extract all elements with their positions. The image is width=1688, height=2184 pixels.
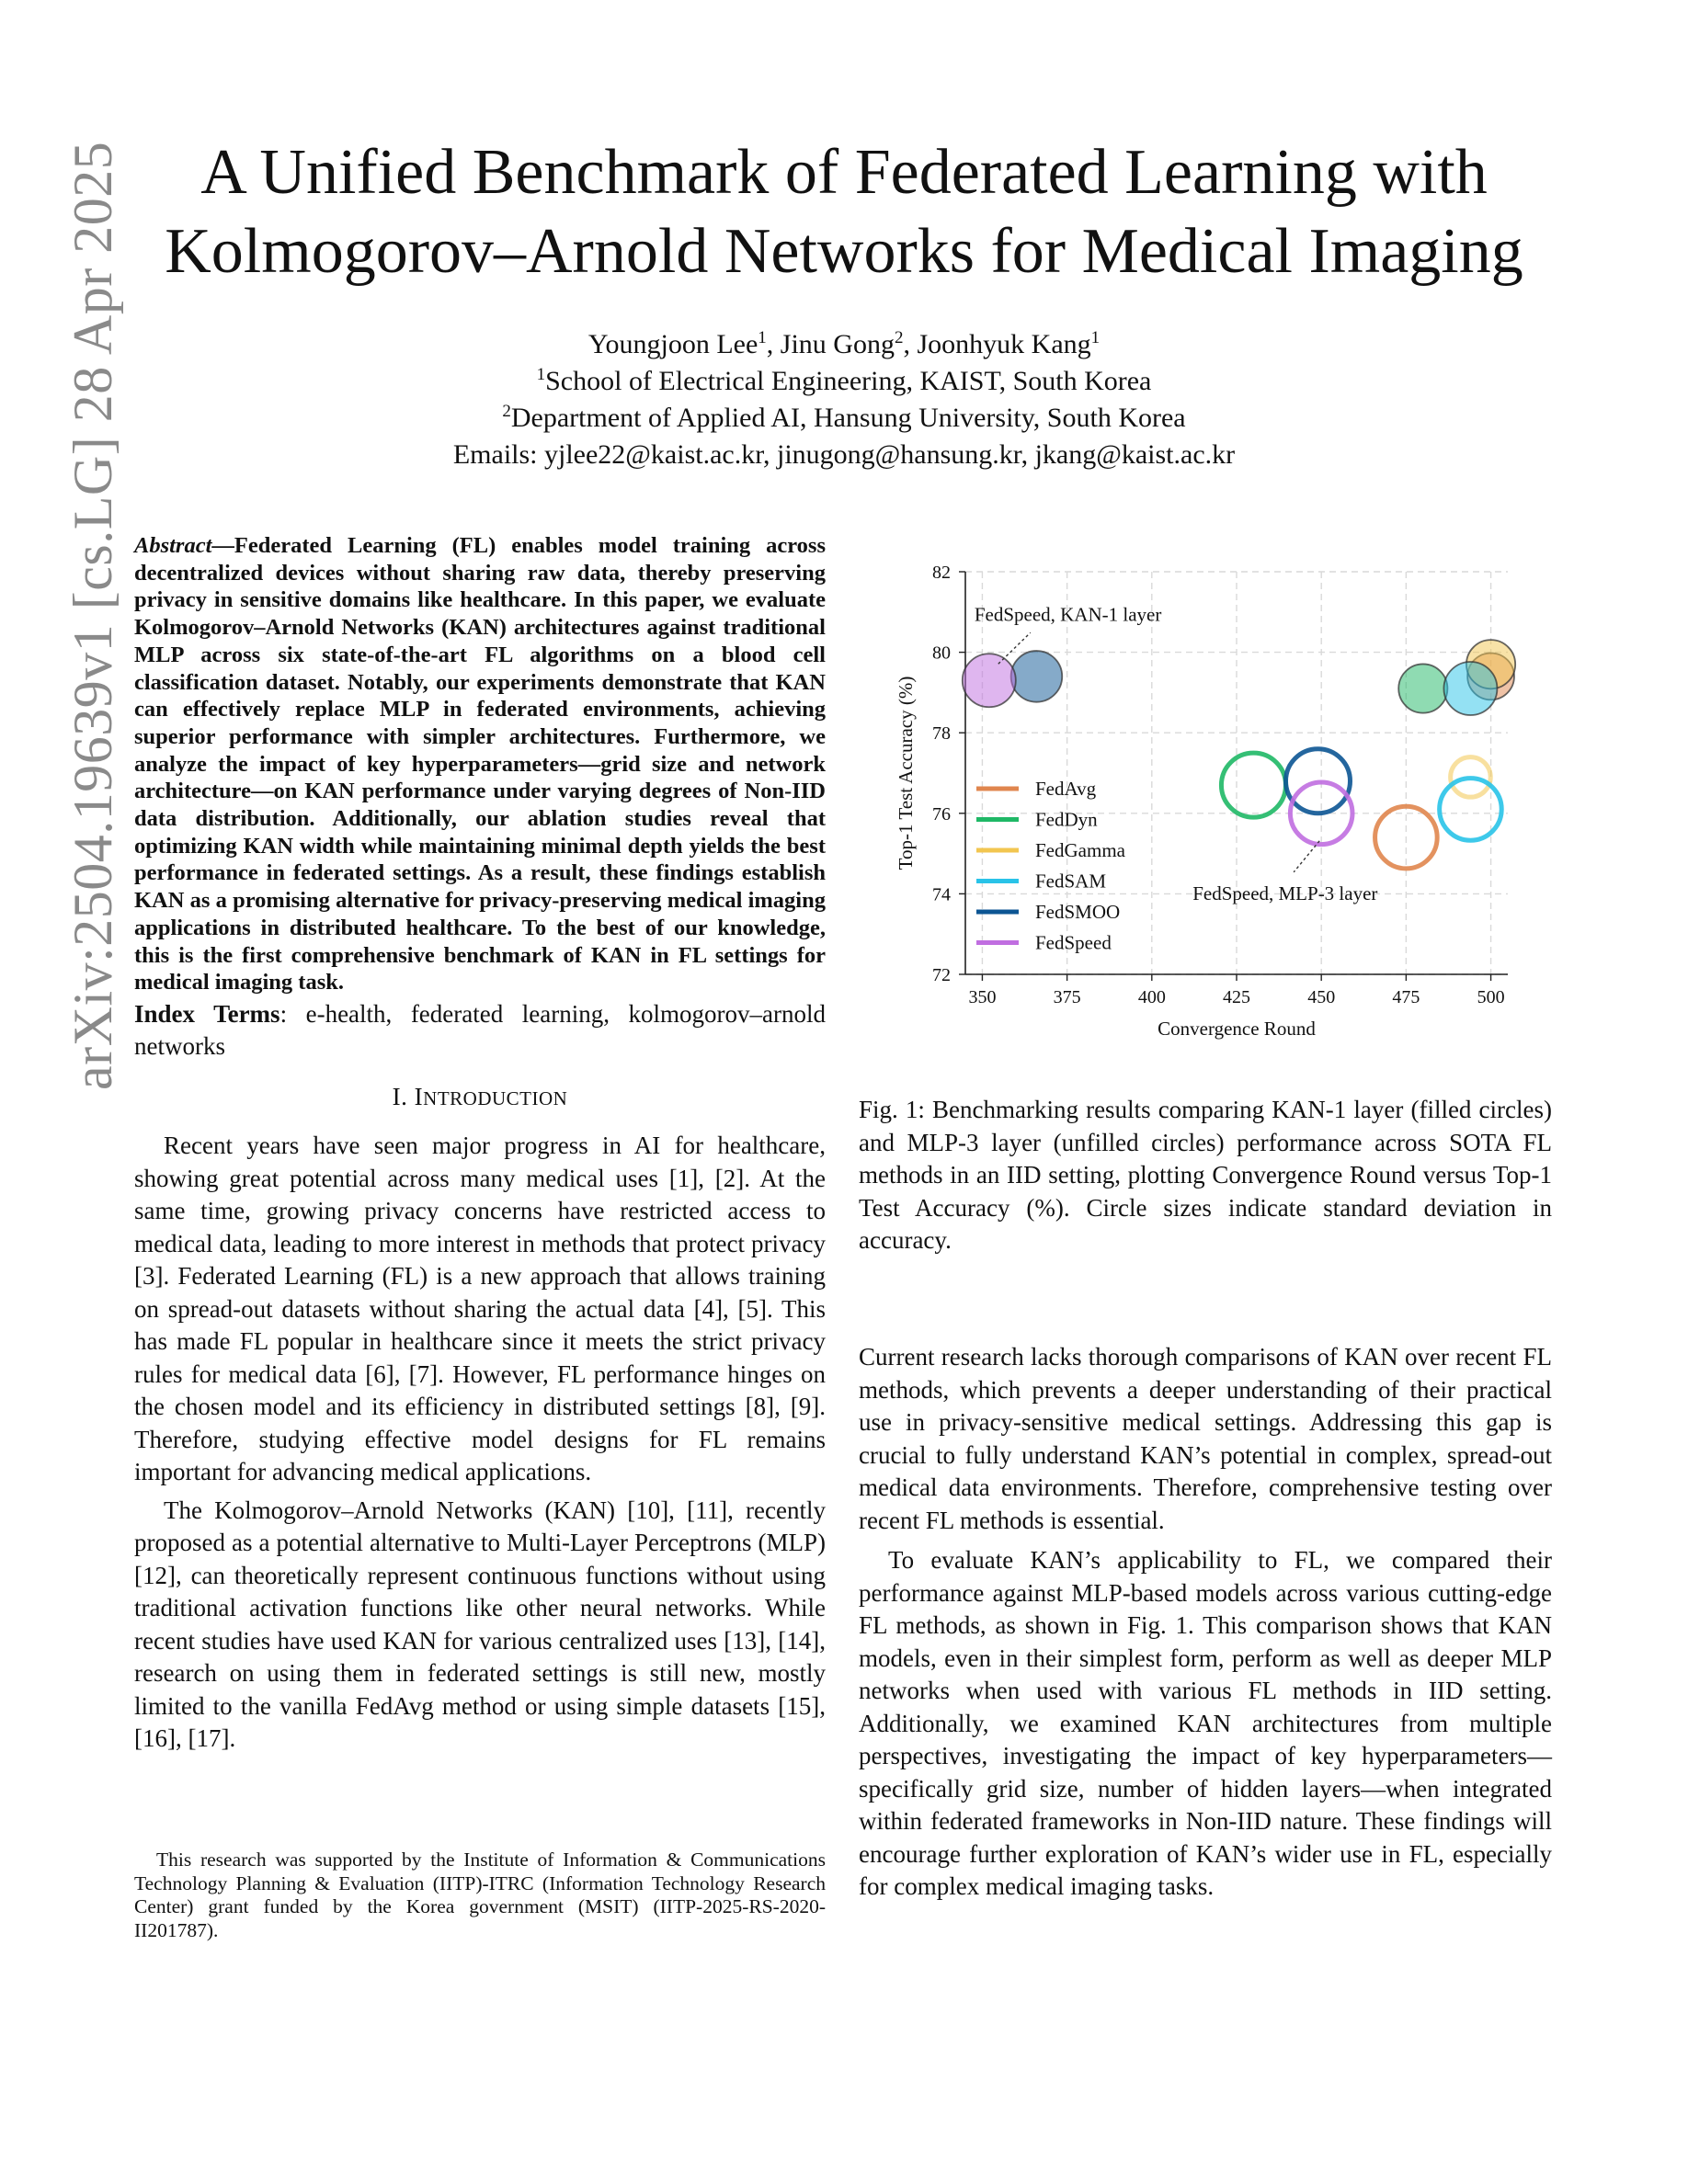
annotation-leader-mlp (1294, 841, 1319, 872)
y-tick-label: 78 (932, 723, 951, 745)
affiliation-1-mark: 1 (536, 365, 546, 384)
figure-1-caption: Fig. 1: Benchmarking results comparing KAN-1 layer (filled circles) and MLP-3 layer (unfilled circles) performance across SOTA FL methods in an IID setting, plotting Convergence Round versus Top-1 Test Accuracy (%). Circle sizes indicate standard deviation in accuracy. (859, 1096, 1552, 1254)
x-axis-label: Convergence Round (1158, 1018, 1316, 1040)
section-number: I. (392, 1082, 415, 1110)
left-column (134, 532, 826, 1761)
y-tick-label: 82 (932, 563, 951, 583)
section-title-initial: I (414, 1082, 424, 1110)
author-3: Joonhyuk Kang (917, 329, 1091, 359)
section-heading-introduction (134, 1081, 826, 1116)
right-paragraph-1: Current research lacks thorough comparisons of KAN over recent FL methods, which prevents a deeper understanding of their practical use in privacy-sensitive medical settings. Addressing this gap is crucial to fully understand KAN’s potential in complex, spread-out medical data environments. Therefore, comprehensive testing over recent FL methods is essential. (859, 1343, 1552, 1534)
intro-paragraph-1: Recent years have seen major progress in AI for healthcare, showing great potential across many medical uses [1], [2]. At the same time, growing privacy concerns have restricted access to medical data, leading to more interest in methods that protect privacy [3]. Federated Learning (FL) is a new approach that allows training on spread-out datasets without sharing the actual data [4], [5]. This has made FL popular in healthcare since it meets the strict privacy rules for medical data [6], [7]. However, FL performance hinges on the chosen model and its efficiency in distributed settings [8], [9]. Therefore, studying effective model designs for FL remains important for advancing medical applications. (134, 1132, 826, 1486)
author-names: Youngjoon Lee$^1$, Jinu Gong$^2$, Joonhyuk Kang$^1$ (587, 328, 1101, 359)
abstract-text: —Federated Learning (FL) enables model training across decentralized devices without sharing raw data, thereby preserving privacy in sensitive domains like healthcare. In this paper, we evaluate Kolmogorov–Arnold Networks (KAN) architectures against traditional MLP across six state-of-the-art FL algorithms on a blood cell classification dataset. Notably, our experiments demonstrate that KAN can effectively replace MLP in federated environments, achieving superior performance with simpler architectures. Furthermore, we analyze the impact of key hyperparameters—grid size and network architecture—on KAN performance under varying degrees of Non-IID data distribution. Additionally, our ablation studies reveal that optimizing KAN width while maintaining minimal depth yields the best performance in federated settings. As a result, these findings establish KAN as a promising alternative for privacy-preserving medical imaging applications in distributed healthcare. To the best of our knowledge, this is the first comprehensive benchmark of KAN in FL settings for medical imaging task. (134, 533, 826, 995)
mlp-point-feddyn (1221, 753, 1285, 817)
legend-label-feddyn: FedDyn (1035, 808, 1098, 831)
figure-1 (873, 552, 1535, 1066)
index-terms (134, 998, 826, 1063)
legend-label-fedgamma: FedGamma (1035, 839, 1125, 861)
y-tick-label: 80 (932, 643, 951, 664)
author-1: Youngjoon Lee (587, 329, 758, 359)
right-paragraph-2: To evaluate KAN’s applicability to FL, we compared their performance against MLP-based models across various cutting-edge FL methods, as shown in Fig. 1. This comparison shows that KAN models, even in their simplest form, perform as well as deeper MLP networks when used with various FL methods in IID setting. Additionally, we examined KAN architectures from multiple perspectives, investigating the impact of key hyperparameters—specifically grid size, number of hidden layers—when integrated within federated frameworks in Non-IID nature. These findings will encourage further exploration of KAN’s wider use in FL, especially for complex medical imaging tasks. (859, 1546, 1552, 1900)
x-tick-label: 400 (1137, 987, 1166, 1007)
abstract-heading: Abstract (134, 533, 212, 558)
title-line-2: Kolmogorov–Arnold Networks for Medical Imaging (165, 216, 1523, 287)
author-2-affil: 2 (894, 328, 904, 347)
affiliation-1 (92, 363, 1596, 400)
affiliation-2-text: Department of Applied AI, Hansung University, South Korea (510, 403, 1186, 433)
section-title-rest: NTRODUCTION (423, 1086, 568, 1109)
y-axis-label: Top-1 Test Accuracy (%) (895, 676, 917, 870)
funding-footnote: This research was supported by the Institute of Information & Communications Technology Planning & Evaluation (IITP)-ITRC (Information Technology Research Center) grant funded by the Korea government (MSIT) (IITP-2025-RS-2020-II201787). (134, 1848, 826, 1941)
benchmark-scatter-chart (873, 552, 1535, 1066)
author-2: Jinu Gong (780, 329, 895, 359)
author-emails: Emails: yjlee22@kaist.ac.kr, jinugong@hansung.kr, jkang@kaist.ac.kr (452, 439, 1236, 470)
y-tick-label: 72 (932, 965, 951, 985)
legend-label-fedspeed: FedSpeed (1035, 931, 1112, 954)
author-block (92, 326, 1596, 473)
abstract (134, 532, 826, 996)
kan-point-fedsmoo (1011, 651, 1063, 702)
chart-legend (976, 778, 1126, 954)
y-tick-label: 74 (932, 884, 951, 905)
intro-paragraph-2: The Kolmogorov–Arnold Networks (KAN) [10], [11], recently proposed as a potential alternative to Multi-Layer Perceptrons (MLP) [12], can theoretically represent continuous functions without using traditional activation functions like other neural networks. While recent studies have used KAN for various centralized uses [13], [14], research on using them in federated settings is still new, mostly limited to the vanilla FedAvg method or using simple datasets [15], [16], [17]. (134, 1496, 826, 1753)
title-line-1: A Unified Benchmark of Federated Learning with (200, 137, 1488, 208)
x-tick-label: 450 (1307, 987, 1336, 1007)
index-terms-heading: Index Terms (134, 999, 280, 1028)
kan-point-feddyn (1398, 664, 1447, 712)
kan-point-fedspeed (963, 654, 1016, 707)
mlp-point-fedsam (1440, 779, 1502, 841)
legend-label-fedsam: FedSAM (1035, 870, 1107, 893)
x-tick-label: 350 (968, 987, 997, 1007)
legend-label-fedsmoo: FedSMOO (1035, 901, 1121, 923)
affiliation-2-mark: 2 (502, 402, 511, 421)
chart-points (963, 640, 1515, 869)
annotation-kan-label: FedSpeed, KAN-1 layer (974, 603, 1162, 626)
kan-point-fedsam (1443, 662, 1497, 715)
affiliation-2 (92, 400, 1596, 437)
x-tick-label: 375 (1053, 987, 1081, 1007)
index-terms-text: : e-health, federated learning, kolmogorov–arnold networks (134, 999, 826, 1060)
y-tick-label: 76 (932, 803, 951, 825)
right-column-body (859, 1341, 1552, 1909)
legend-label-fedavg: FedAvg (1035, 778, 1097, 800)
x-tick-label: 500 (1477, 987, 1505, 1007)
annotation-mlp-label: FedSpeed, MLP-3 layer (1192, 882, 1378, 904)
arxiv-side-stamp: arXiv:2504.19639v1 [cs.LG] 28 Apr 2025 (63, 141, 123, 1090)
x-tick-label: 425 (1223, 987, 1250, 1007)
affiliation-1-text: School of Electrical Engineering, KAIST, South Korea (545, 366, 1152, 396)
author-3-affil: 1 (1090, 328, 1101, 347)
author-1-affil: 1 (758, 328, 767, 347)
paper-title (92, 133, 1596, 291)
x-tick-label: 475 (1392, 987, 1420, 1007)
